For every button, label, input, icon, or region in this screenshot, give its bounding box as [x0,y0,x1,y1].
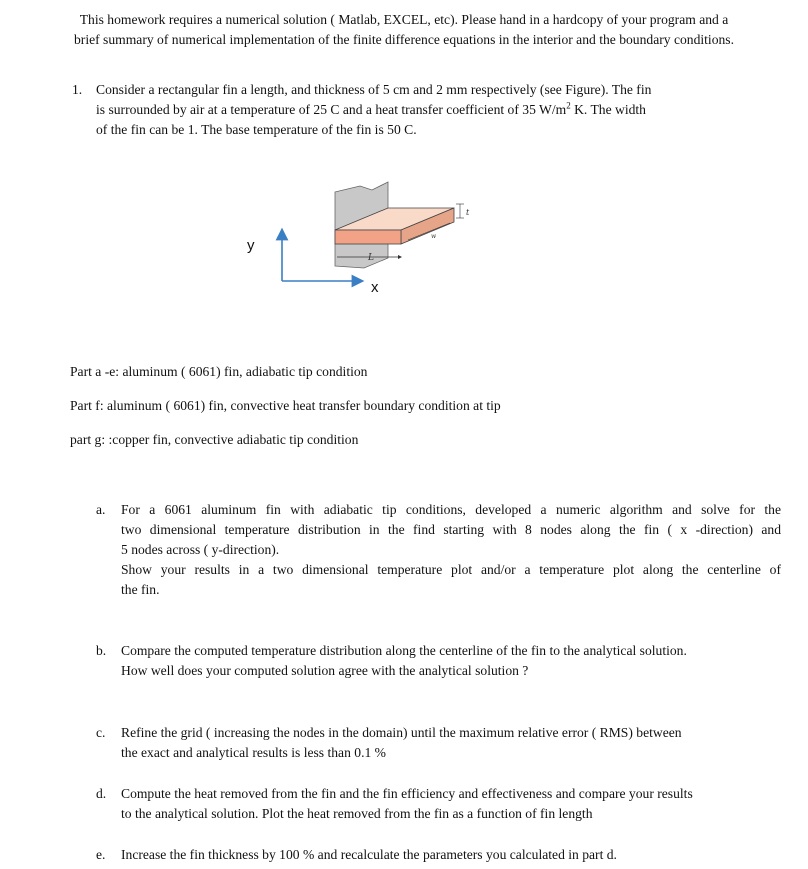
fin-figure [240,170,510,300]
part-f-line: Part f: aluminum ( 6061) fin, convective heat transfer boundary condition at tip [70,398,501,413]
item-a-line-5: the fin. [121,582,160,597]
problem-line-2 [96,100,756,120]
problem-line-1: Consider a rectangular fin a length, and thickness of 5 cm and 2 mm respectively (see Figure). The fin [96,82,652,97]
item-d-line-1: Compute the heat removed from the fin and the fin efficiency and effectiveness and compare your results [121,786,693,801]
dimension-w-label: w [431,233,437,240]
superscript-2: 2 [566,100,571,111]
item-d-line-2: to the analytical solution. Plot the heat removed from the fin as a function of fin length [121,806,593,821]
item-e-text [121,845,781,865]
dimension-t-label: t [466,208,470,217]
item-b-mark: b. [96,643,107,658]
item-b-text [121,641,781,681]
item-e-line-1: Increase the fin thickness by 100 % and recalculate the parameters you calculated in part d. [121,847,617,862]
item-c-line-1: Refine the grid ( increasing the nodes in the domain) until the maximum relative error ( RMS) between [121,725,682,740]
part-g-line: part g: :copper fin, convective adiabatic tip condition [70,432,359,447]
item-a-line-4: Show your results in a two dimensional temperature plot and/or a temperature plot along the centerline of [121,562,781,577]
item-a-line-2: two dimensional temperature distribution in the find starting with 8 nodes along the fin ( x -direction) and [121,522,781,537]
item-d-mark: d. [96,786,107,801]
item-c-mark: c. [96,725,106,740]
problem-line-3: of the fin can be 1. The base temperature of the fin is 50 C. [96,122,417,137]
item-c-line-2: the exact and analytical results is less than 0.1 % [121,745,386,760]
intro-paragraph [18,10,790,50]
item-a-text [121,500,781,600]
item-b-line-1: Compare the computed temperature distribution along the centerline of the fin to the analytical solution. [121,643,687,658]
intro-line-2: brief summary of numerical implementation of the finite difference equations in the interior and the boundary conditions. [74,32,734,47]
item-c-text [121,723,781,763]
item-a-line-3: 5 nodes across ( y-direction). [121,542,280,557]
problem-1-body [96,80,756,140]
item-e-mark: e. [96,847,106,862]
axis-y-label: y [247,237,255,254]
item-b-line-2: How well does your computed solution agree with the analytical solution ? [121,663,529,678]
dimension-L-label: L [368,253,374,263]
fin-front-face [335,230,401,244]
item-a-line-1: For a 6061 aluminum fin with adiabatic tip conditions, developed a numeric algorithm and solve for the [121,502,781,517]
problem-number: 1. [72,82,83,97]
problem-line-2a: is surrounded by air at a temperature of 25 C and a heat transfer coefficient of 35 W/m [96,102,567,117]
intro-line-1: This homework requires a numerical solution ( Matlab, EXCEL, etc). Please hand in a hardcopy of your program and a [79,12,729,27]
axis-x-label: x [371,279,379,296]
problem-line-2b: K. The width [570,102,646,117]
part-a-e-line: Part a -e: aluminum ( 6061) fin, adiabatic tip condition [70,364,368,379]
item-d-text [121,784,781,824]
item-a-mark: a. [96,502,106,517]
